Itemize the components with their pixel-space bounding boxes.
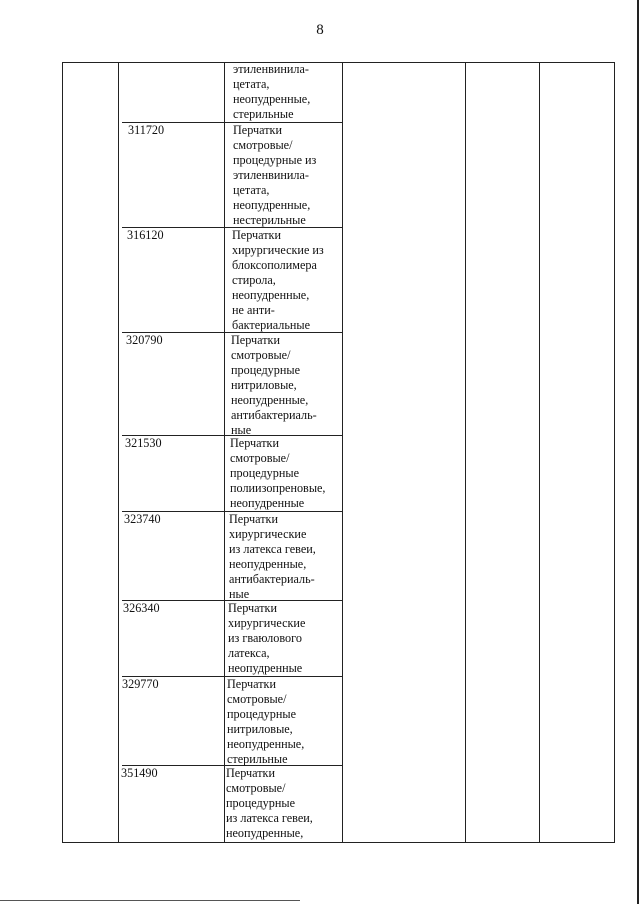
row-description: Перчатки смотровые/ процедурные нитриловые, неопудренные, антибактериаль- ные bbox=[231, 333, 317, 437]
row-code: 329770 bbox=[122, 677, 159, 691]
row-code: 351490 bbox=[121, 766, 158, 780]
row-description: Перчатки смотровые/ процедурные из латекса гевеи, неопудренные, bbox=[226, 766, 313, 840]
row-code: 326340 bbox=[123, 601, 160, 615]
table-col-line-4 bbox=[539, 62, 540, 843]
row-code: 320790 bbox=[126, 333, 163, 347]
row-description: Перчатки хирургические из гваюлового латекса, неопудренные bbox=[228, 601, 306, 675]
row-description: Перчатки хирургические из блоксополимера стирола, неопудренные, не анти- бактериальные bbox=[232, 228, 324, 332]
table-bottom-border bbox=[62, 842, 614, 843]
scan-edge-bottom bbox=[0, 900, 300, 901]
row-description: Перчатки смотровые/ процедурные полиизопреновые, неопудренные bbox=[230, 436, 326, 510]
row-description: Перчатки смотровые/ процедурные нитриловые, неопудренные, стерильные bbox=[227, 677, 305, 766]
scan-edge-right bbox=[637, 0, 639, 904]
row-code: 323740 bbox=[124, 512, 161, 526]
table-col-line-1 bbox=[118, 62, 119, 843]
table-col-line-0 bbox=[62, 62, 63, 843]
table-col-line-5 bbox=[614, 62, 615, 843]
continuation-text: этиленвинила- цетата, неопудренные, стерильные bbox=[233, 62, 311, 121]
row-code: 311720 bbox=[128, 123, 165, 137]
row-code: 321530 bbox=[125, 436, 162, 450]
row-code: 316120 bbox=[127, 228, 164, 242]
table-col-line-2 bbox=[342, 62, 343, 843]
row-description: Перчатки смотровые/ процедурные из этиленвинила- цетата, неопудренные, нестерильные bbox=[233, 123, 317, 227]
page-number: 8 bbox=[316, 22, 324, 38]
row-description: Перчатки хирургические из латекса гевеи, неопудренные, антибактериаль- ные bbox=[229, 512, 316, 601]
subtable-divider bbox=[224, 62, 225, 843]
table-col-line-3 bbox=[465, 62, 466, 843]
